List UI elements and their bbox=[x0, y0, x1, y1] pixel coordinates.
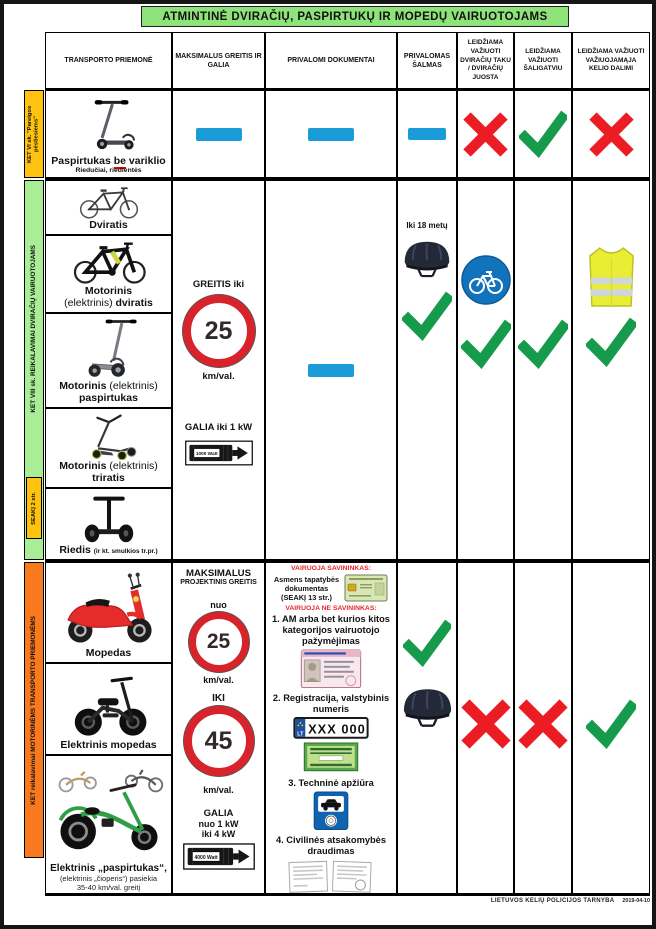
moped-image bbox=[57, 566, 161, 646]
cell-bikes-roadway bbox=[572, 180, 650, 560]
svg-text:4000 Watt: 4000 Watt bbox=[194, 854, 218, 861]
cell-mopeds-helmet bbox=[397, 562, 457, 896]
power-caption: GALIA iki 1 kW bbox=[184, 422, 253, 433]
kick-scooter-image bbox=[72, 98, 146, 150]
check-mark bbox=[586, 317, 636, 367]
speed-to-label: IKI bbox=[212, 693, 225, 704]
helmet-icon bbox=[400, 683, 455, 729]
speed-from-label: nuo bbox=[210, 600, 227, 610]
bicycle-name: Dviratis bbox=[89, 218, 128, 231]
separator-section1 bbox=[45, 177, 650, 181]
cell-bikes-speed bbox=[172, 180, 265, 560]
seaki-box bbox=[26, 477, 42, 539]
svg-text:XXX 000: XXX 000 bbox=[308, 721, 366, 737]
speed-limit-25-sign: 25 bbox=[189, 612, 249, 672]
technical-inspection-sign bbox=[313, 791, 349, 831]
cell-scooter-docs bbox=[265, 90, 397, 178]
header-bike-path: LEIDŽIAMA VAŽIUOTI DVIRAČIŲ TAKU / DVIRAČIŲ JUOSTA bbox=[457, 32, 514, 90]
cell-bikes-helmet bbox=[397, 180, 457, 560]
svg-text:1000 Watt: 1000 Watt bbox=[195, 452, 218, 458]
strip-pedestrians bbox=[24, 90, 44, 178]
cell-scooter-sidewalk bbox=[514, 90, 572, 178]
echopper-name: Elektrinis „paspirtukas“, bbox=[50, 862, 167, 874]
cell-scooter-roadway bbox=[572, 90, 650, 178]
check-mark bbox=[586, 699, 636, 749]
cell-etrike bbox=[45, 408, 172, 488]
cross-mark bbox=[461, 699, 511, 749]
separator-section2 bbox=[45, 559, 650, 563]
cell-bicycle bbox=[45, 180, 172, 235]
cell-segway bbox=[45, 488, 172, 560]
cell-bikes-docs bbox=[265, 180, 397, 560]
check-mark bbox=[402, 291, 452, 341]
dash-mark bbox=[196, 128, 242, 141]
speed-limit-45-sign: 45 bbox=[184, 706, 254, 776]
reflective-vest-icon bbox=[584, 245, 639, 308]
cross-mark bbox=[589, 112, 634, 157]
insurance-document-image bbox=[287, 859, 375, 895]
echopper-sub2: 35-40 km/val. greitį bbox=[76, 883, 141, 892]
separator-header bbox=[45, 88, 650, 91]
speed-limit-25-sign: 25 bbox=[183, 295, 255, 367]
electric-moped-image bbox=[63, 668, 155, 738]
power-to: iki 4 kW bbox=[201, 829, 236, 839]
bike-path-sign bbox=[461, 255, 511, 305]
dash-mark bbox=[408, 128, 446, 140]
electric-tricycle-image bbox=[65, 412, 153, 460]
cell-moped bbox=[45, 562, 172, 663]
electric-chopper-image bbox=[53, 765, 165, 857]
footer bbox=[45, 898, 650, 904]
cross-mark bbox=[463, 112, 508, 157]
strip-pedestrians-label: KET VI sk. "Pareigos pėstiesiems" bbox=[27, 105, 40, 163]
check-mark bbox=[461, 319, 511, 369]
bicycle-image bbox=[57, 184, 161, 219]
owner-doc-line2: dokumentas bbox=[284, 583, 329, 593]
cell-mopeds-docs bbox=[265, 562, 397, 896]
doc-item-3: 3. Techninė apžiūra bbox=[288, 777, 374, 788]
header-vehicle: TRANSPORTO PRIEMONĖ bbox=[45, 32, 172, 90]
check-mark bbox=[518, 319, 568, 369]
registration-certificate-image bbox=[303, 742, 359, 772]
helmet-icon bbox=[401, 236, 453, 279]
echopper-sub1: (elektrinis „čioperis“) pasiekia bbox=[59, 874, 158, 883]
cell-scooter-speed bbox=[172, 90, 265, 178]
scooter-subtitle: Riedučiai, riedlentės bbox=[75, 167, 142, 174]
driver-license-image bbox=[300, 649, 362, 689]
segway-name: Riedis (ir kt. smulkios tr.pr.) bbox=[59, 543, 158, 556]
check-mark bbox=[403, 619, 451, 667]
owner-doc-ref: (SEAKĮ 13 str.) bbox=[281, 592, 332, 602]
cell-scooter-bike-path bbox=[457, 90, 514, 178]
check-mark bbox=[519, 110, 567, 158]
dash-mark bbox=[308, 364, 354, 377]
emoped-name: Elektrinis mopedas bbox=[60, 738, 157, 751]
power-from: nuo 1 kW bbox=[198, 819, 239, 829]
cell-escooter bbox=[45, 313, 172, 408]
cell-bikes-sidewalk bbox=[514, 180, 572, 560]
cell-mopeds-bike-path bbox=[457, 562, 514, 896]
speed-caption: GREITIS iki bbox=[192, 279, 245, 290]
helmet-age-note: Iki 18 metų bbox=[406, 221, 448, 230]
cell-bikes-bike-path bbox=[457, 180, 514, 560]
motor-4kw-icon bbox=[183, 843, 255, 870]
strip-cyclists-label: KET VIII sk. REIKALAVIMAI DVIRAČIŲ VAIRUOTOJAMS bbox=[30, 245, 38, 413]
id-card-image bbox=[344, 574, 388, 602]
cell-mopeds-roadway bbox=[572, 562, 650, 896]
header-helmet: PRIVALOMAS ŠALMAS bbox=[397, 32, 457, 90]
owner-header: VAIRUOJA SAVININKAS: bbox=[291, 565, 371, 572]
speed-unit: km/val. bbox=[202, 371, 235, 382]
etrike-name: Motorinis (elektrinis) triratis bbox=[59, 459, 158, 484]
escooter-name: Motorinis (elektrinis) paspirtukas bbox=[59, 379, 158, 404]
strip-motor-label: KET reikalavimai MOTORINĖMS TRANSPORTO PRIEMONĖMS bbox=[30, 615, 38, 805]
doc-item-4: 4. Civilinės atsakomybės draudimas bbox=[275, 835, 387, 857]
cross-mark bbox=[518, 699, 568, 749]
scooter-name: Paspirtukas be variklio bbox=[51, 154, 166, 167]
license-plate-image bbox=[293, 717, 369, 739]
motor-1kw-icon bbox=[185, 440, 253, 466]
design-speed-title2: PROJEKTINIS GREITIS bbox=[180, 579, 257, 586]
ebike-name: Motorinis (elektrinis) dviratis bbox=[64, 284, 153, 309]
strip-motor bbox=[24, 562, 44, 858]
doc-item-2: 2. Registracija, valstybinis numeris bbox=[272, 693, 390, 715]
footer-date: 2019-04-10 bbox=[622, 898, 650, 904]
cell-ebike bbox=[45, 235, 172, 313]
header-speed: MAKSIMALUS GREITIS IR GALIA bbox=[172, 32, 265, 90]
owner-doc-line1: Asmens tapatybės bbox=[273, 574, 340, 584]
strip-cyclists bbox=[24, 180, 44, 560]
power-title: GALIA bbox=[203, 808, 234, 819]
svg-text:LT: LT bbox=[297, 731, 304, 738]
cell-mopeds-sidewalk bbox=[514, 562, 572, 896]
separator-bottom bbox=[45, 893, 650, 896]
cell-mopeds-speed bbox=[172, 562, 265, 896]
footer-agency: LIETUVOS KELIŲ POLICIJOS TARNYBA bbox=[490, 898, 615, 904]
seaki-label: SEAKĮ 2 str. bbox=[30, 491, 37, 525]
cell-emoped bbox=[45, 663, 172, 755]
segway-image bbox=[78, 493, 140, 543]
header-roadway: LEIDŽIAMA VAŽIUOTI VAŽIUOJAMĄJA KELIO DALIMI bbox=[572, 32, 650, 90]
header-documents: PRIVALOMI DOKUMENTAI bbox=[265, 32, 397, 90]
cell-scooter-helmet bbox=[397, 90, 457, 178]
doc-item-1: 1. AM arba bet kurios kitos kategorijos vairuotojo pažymėjimas bbox=[272, 614, 390, 646]
header-sidewalk: LEIDŽIAMA VAŽIUOTI ŠALIGATVIU bbox=[514, 32, 572, 90]
page-title: ATMINTINĖ DVIRAČIŲ, PASPIRTUKŲ IR MOPEDŲ VAIRUOTOJAMS bbox=[141, 6, 569, 27]
owner-doc-row bbox=[274, 574, 388, 602]
electric-scooter-image bbox=[73, 317, 145, 379]
cell-echopper bbox=[45, 755, 172, 896]
moped-name: Mopedas bbox=[85, 646, 132, 659]
speed-unit1: km/val. bbox=[203, 675, 234, 685]
nonowner-header: VAIRUOJA NE SAVININKAS: bbox=[285, 605, 377, 612]
dash-mark bbox=[308, 128, 354, 141]
cell-scooter bbox=[45, 90, 172, 178]
speed-unit2: km/val. bbox=[203, 785, 234, 795]
electric-bicycle-image bbox=[61, 239, 157, 285]
design-speed-title1: MAKSIMALUS bbox=[185, 568, 252, 579]
